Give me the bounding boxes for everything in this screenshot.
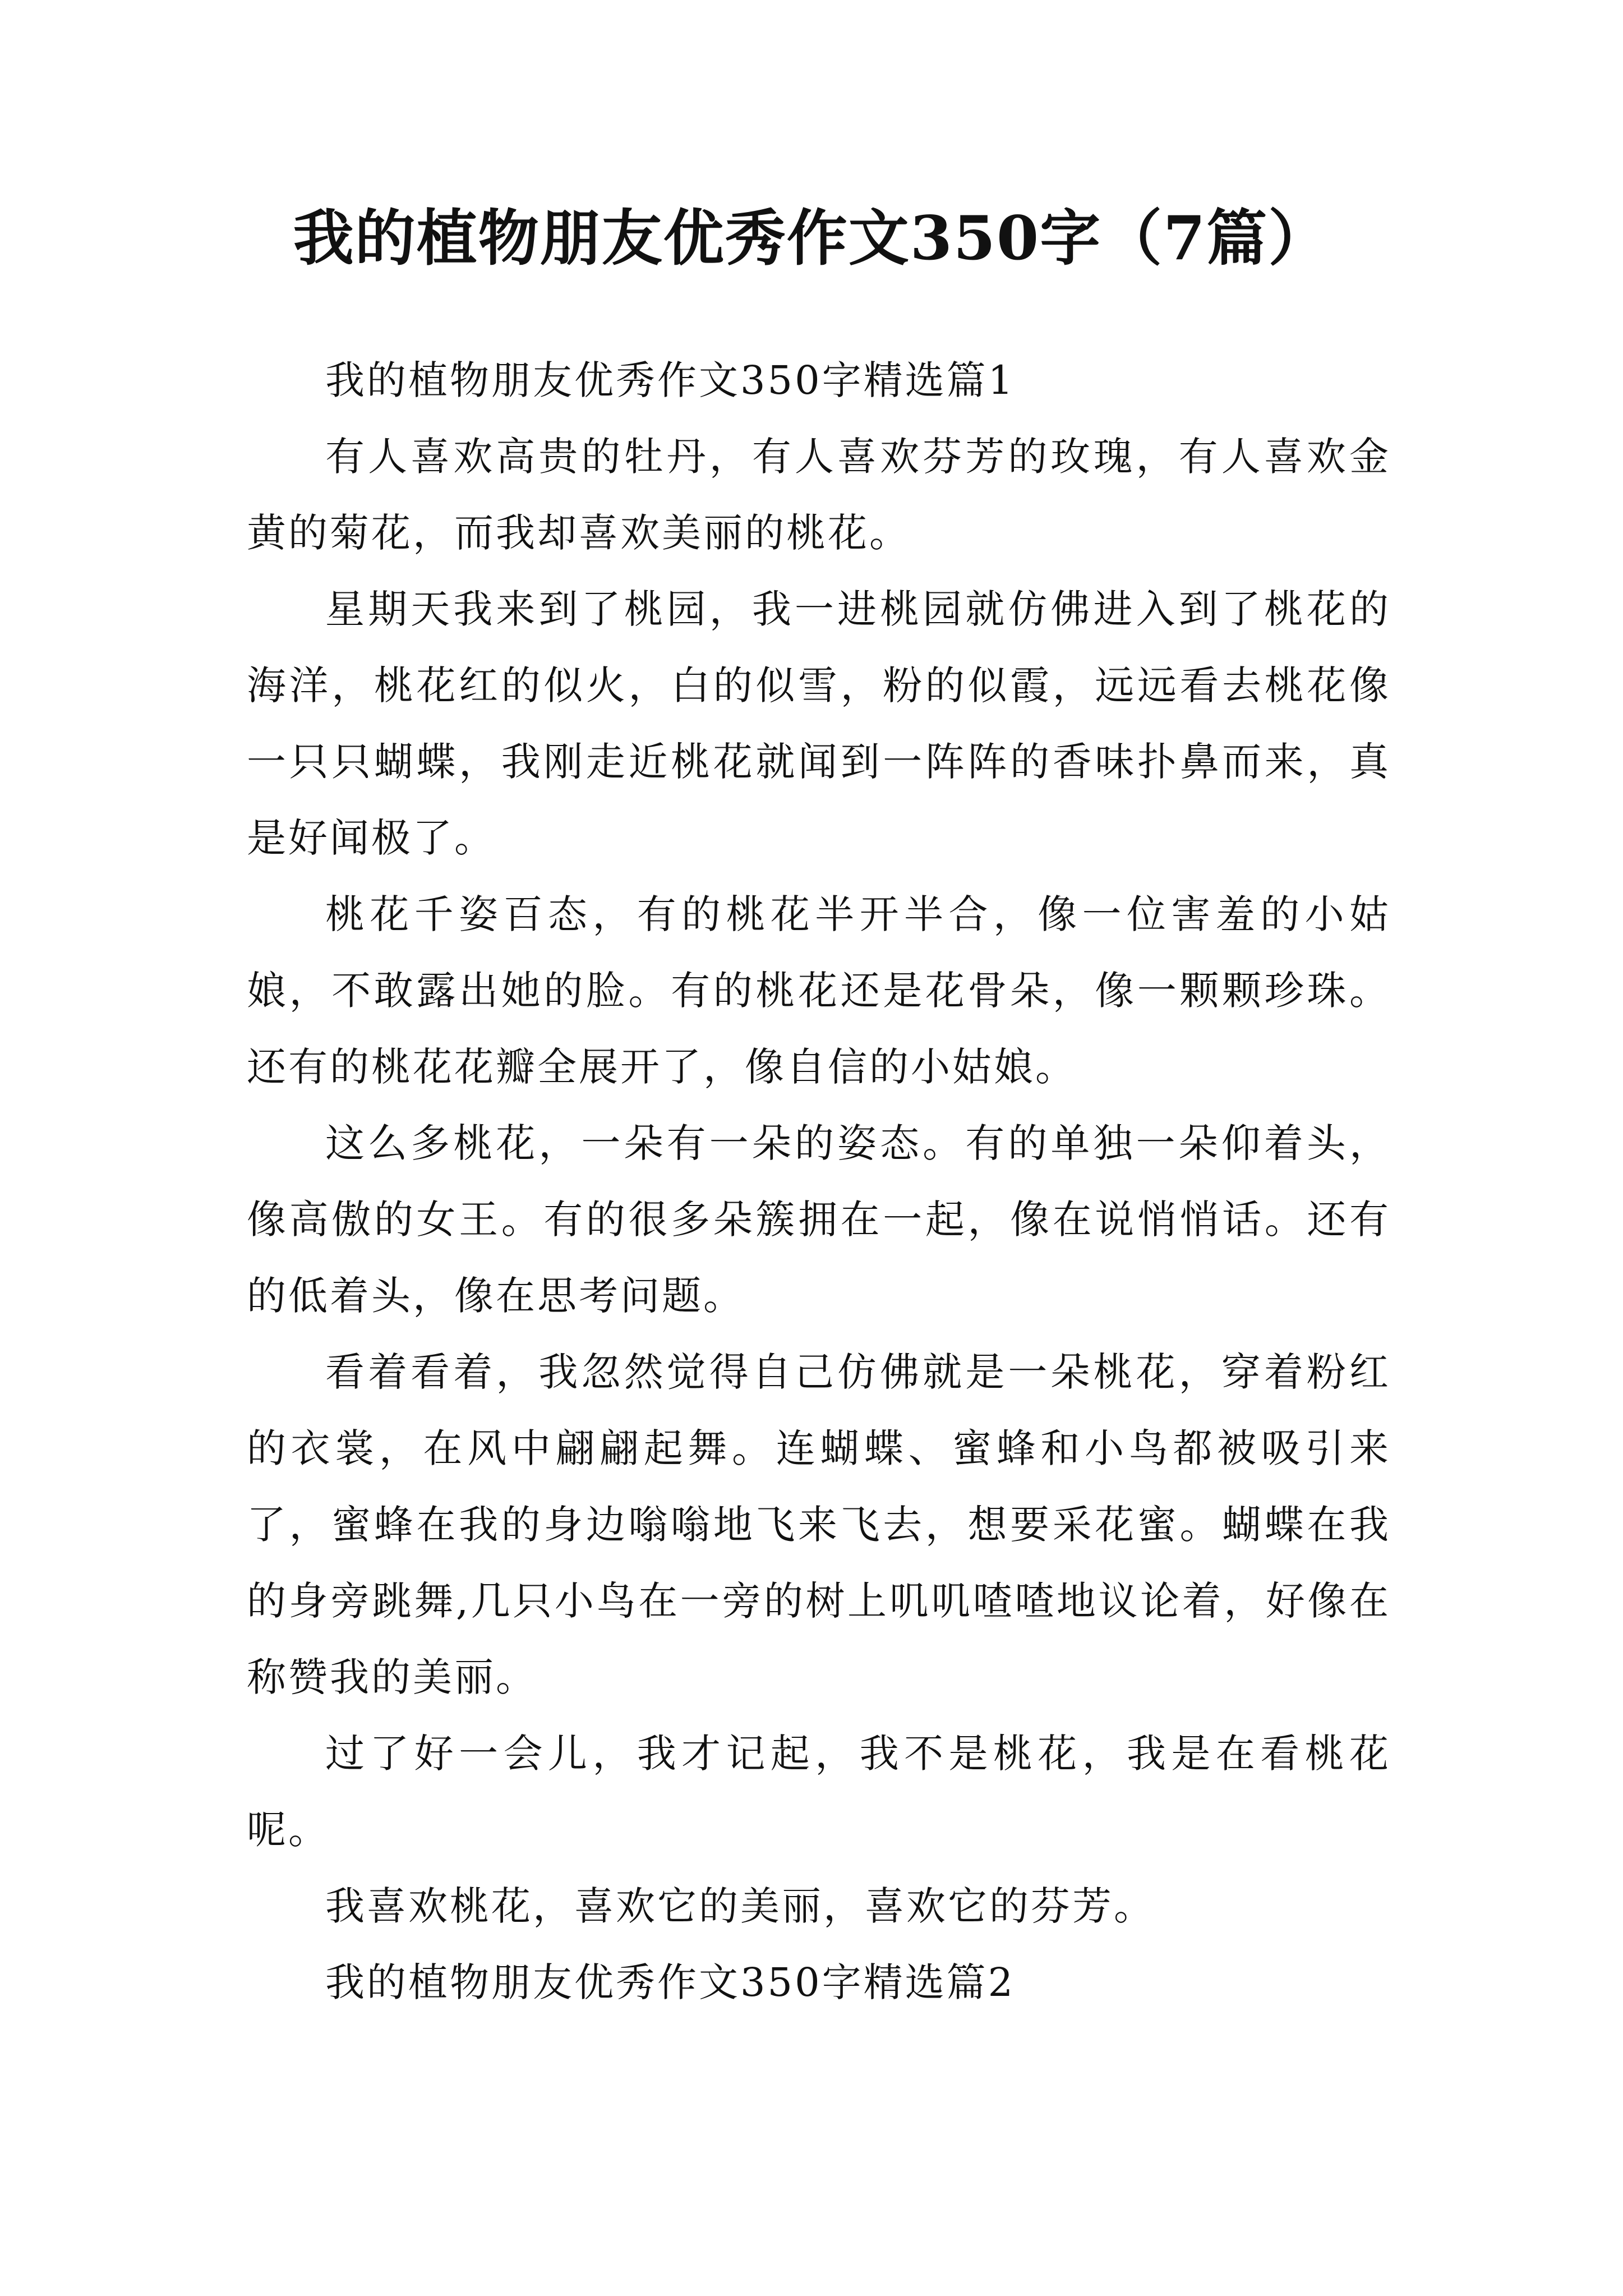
- section-heading-2: 我的植物朋友优秀作文350字精选篇2: [325, 1959, 1016, 2005]
- paragraph: 桃花千姿百态，有的桃花半开半合，像一位害羞的小姑娘，不敢露出她的脸。有的桃花还是花骨朵，像一颗颗珍珠。还有的桃花花瓣全展开了，像自信的小姑娘。: [247, 891, 1391, 1090]
- paragraph: 这么多桃花，一朵有一朵的姿态。有的单独一朵仰着头，像高傲的女王。有的很多朵簇拥在一起，像在说悄悄话。还有的低着头，像在思考问题。: [247, 1120, 1391, 1319]
- paragraph: 星期天我来到了桃园，我一进桃园就仿佛进入到了桃花的海洋，桃花红的似火，白的似雪，粉的似霞，远远看去桃花像一只只蝴蝶，我刚走近桃花就闻到一阵阵的香味扑鼻而来，真是好闻极了。: [247, 586, 1391, 861]
- document-title: 我的植物朋友优秀作文350字（7篇）: [293, 203, 1330, 274]
- paragraph: 我喜欢桃花，喜欢它的美丽，喜欢它的芬芳。: [325, 1883, 1155, 1929]
- document-body: [247, 342, 1391, 2021]
- paragraph: 看着看着，我忽然觉得自己仿佛就是一朵桃花，穿着粉红的衣裳，在风中翩翩起舞。连蝴蝶、蜜蜂和小鸟都被吸引来了，蜜蜂在我的身边嗡嗡地飞来飞去，想要采花蜜。蝴蝶在我的身旁跳舞,几只小鸟在一旁的树上叽叽喳喳地议论着，好像在称赞我的美丽。: [247, 1349, 1391, 1700]
- paragraph: 有人喜欢高贵的牡丹，有人喜欢芬芳的玫瑰，有人喜欢金黄的菊花，而我却喜欢美丽的桃花。: [247, 434, 1391, 556]
- section-heading-1: 我的植物朋友优秀作文350字精选篇1: [325, 357, 1016, 403]
- paragraph: 过了好一会儿，我才记起，我不是桃花，我是在看桃花呢。: [247, 1731, 1391, 1853]
